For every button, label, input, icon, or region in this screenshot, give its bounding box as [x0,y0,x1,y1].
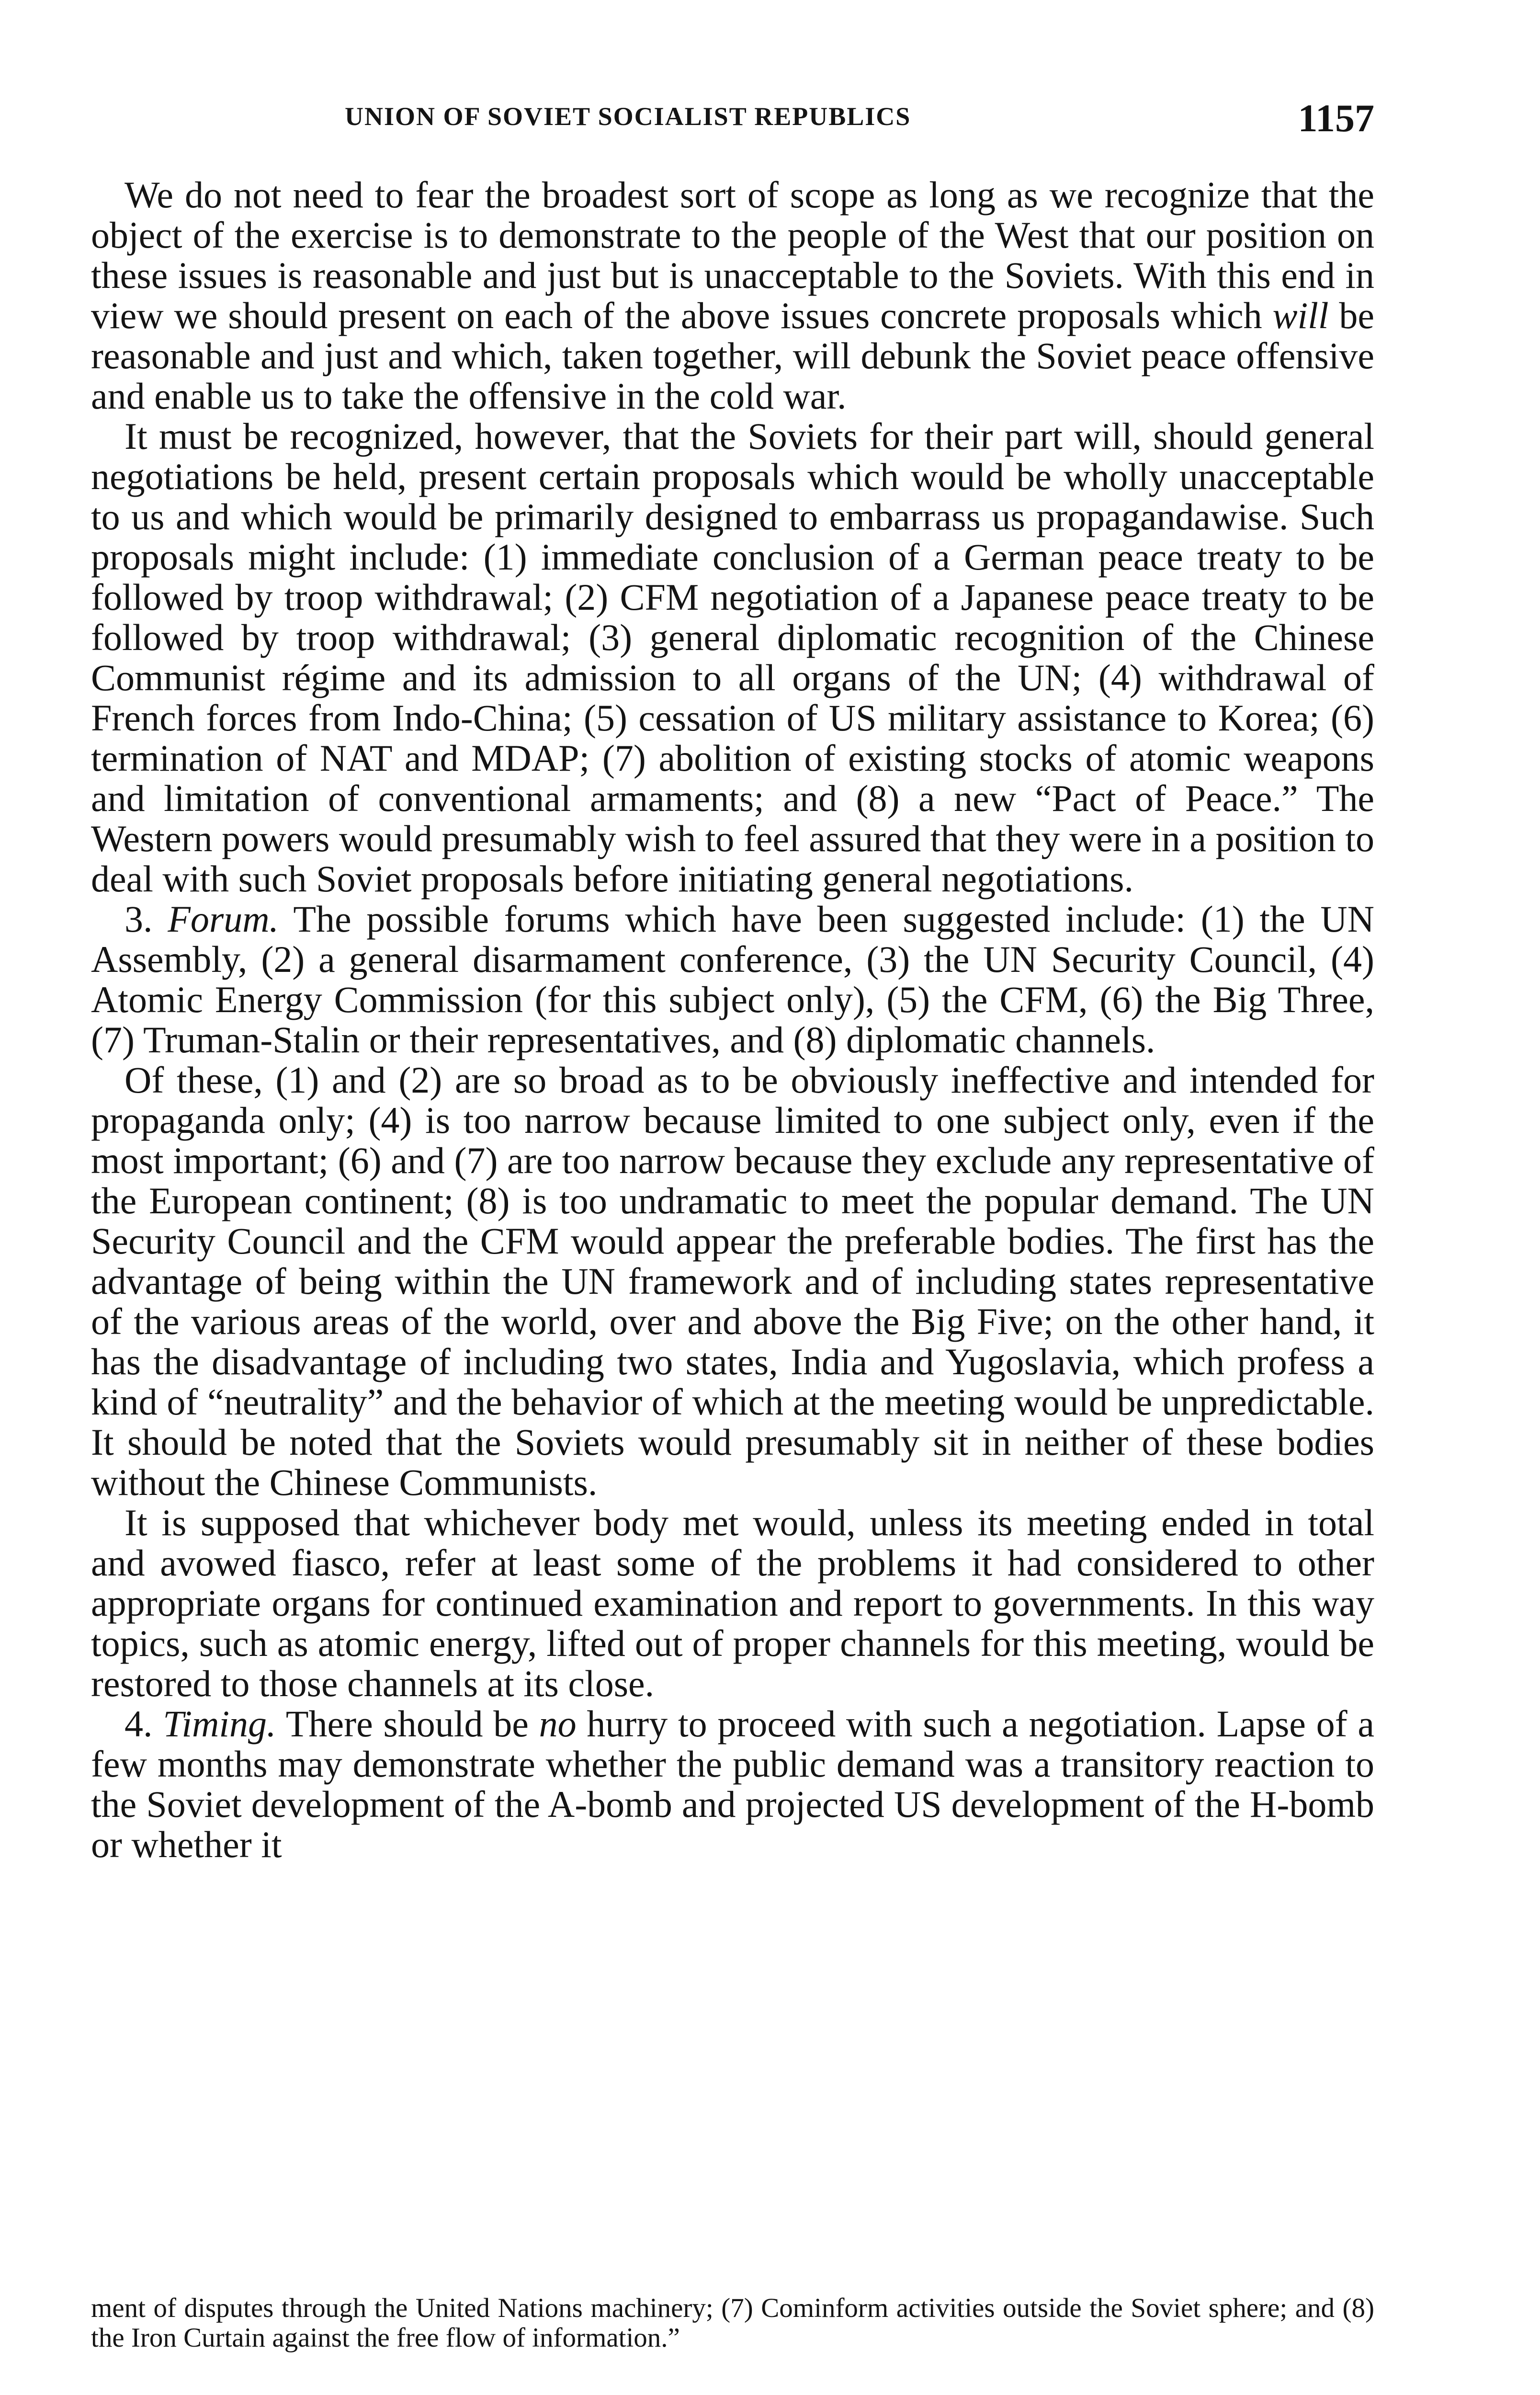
paragraph-text: 3. [125,898,168,940]
section-heading-timing: Timing. [163,1703,276,1745]
running-head: UNION OF SOVIET SOCIALIST REPUBLICS [345,102,911,131]
paragraph-text: The possible forums which have been suggested include: (1) the UN Assembly, (2) a general disarmament conference, (3) the UN Security Council, (4) Atomic Energy Commission (for this subject only), (5) the CFM, (6) the Big Three, (7) Truman-Stalin or their representatives, and (8) diplomatic channels. [91,898,1375,1061]
paragraph-text: It is supposed that whichever body met would, unless its meeting ended in total and avowed fiasco, refer at least some of the problems it had considered to other appropriate organs for continued examination and report to governments. In this way topics, such as atomic energy, lifted out of proper channels for this meeting, would be restored to those channels at its close. [91,1502,1374,1704]
paragraph-text: There should be [276,1703,539,1745]
footnote: ment of disputes through the United Nations machinery; (7) Cominform activities outside the Soviet sphere; and (8) the Iron Curtain against the free flow of information.” [91,2293,1374,2353]
paragraph-text: hurry to proceed with such a negotiation. Lapse of a few months may demonstrate whether the public demand was a transitory reaction to the Soviet development of the A-bomb and projected US development of the H-bomb or whether it [91,1703,1374,1865]
paragraph-text: It must be recognized, however, that the Soviets for their part will, should general negotiations be held, present certain proposals which would be wholly unacceptable to us and which would be primarily designed to embarrass us propagandawise. Such proposals might include: (1) immediate conclusion of a German peace treaty to be followed by troop withdrawal; (2) CFM negotiation of a Japanese peace treaty to be followed by troop withdrawal; (3) general diplomatic recognition of the Chinese Communist régime and its admission to all organs of the UN; (4) withdrawal of French forces from Indo-China; (5) cessation of US military assistance to Korea; (6) termination of NAT and MDAP; (7) abolition of existing stocks of atomic weapons and limitation of conventional armaments; and (8) a new “Pact of Peace.” The Western powers would presumably wish to feel assured that they were in a position to deal with such Soviet proposals before initiating general negotiations. [91,415,1374,900]
paragraph-text: We do not need to fear the broadest sort of scope as long as we recognize that the object of the exercise is to demonstrate to the people of the West that our position on these issues is reasonable and just but is unacceptable to the Soviets. With this end in view we should present on each of the above issues concrete proposals which [91,174,1374,336]
paragraph [91,1503,1374,1704]
paragraph-text: Of these, (1) and (2) are so broad as to be obviously ineffective and intended for propaganda only; (4) is too narrow because limited to one subject only, even if the most important; (6) and (7) are too narrow because they exclude any representative of the European continent; (8) is too undramatic to meet the popular demand. The UN Security Council and the CFM would appear the preferable bodies. The first has the advantage of being within the UN framework and of including states representative of the various areas of the world, over and above the Big Five; on the other hand, it has the disadvantage of including two states, India and Yugoslavia, which profess a kind of “neutrality” and the behavior of which at the meeting would be unpredictable. It should be noted that the Soviets would presumably sit in neither of these bodies without the Chinese Communists. [91,1059,1374,1503]
paragraph-text: 4. [125,1703,163,1745]
paragraph-text: be reasonable and just and which, taken together, will debunk the Soviet peace offensive and enable us to take the offensive in the cold war. [91,295,1374,417]
paragraph [91,175,1374,416]
paragraph [91,1704,1374,1865]
paragraph [91,1060,1374,1503]
body-text [91,175,1374,1865]
emphasis-text: no [539,1703,577,1745]
section-heading-forum: Forum. [168,898,279,940]
page-number: 1157 [1298,96,1374,140]
page-header [91,96,1374,139]
paragraph [91,416,1374,899]
paragraph [91,899,1374,1060]
emphasis-text: will [1272,295,1329,336]
